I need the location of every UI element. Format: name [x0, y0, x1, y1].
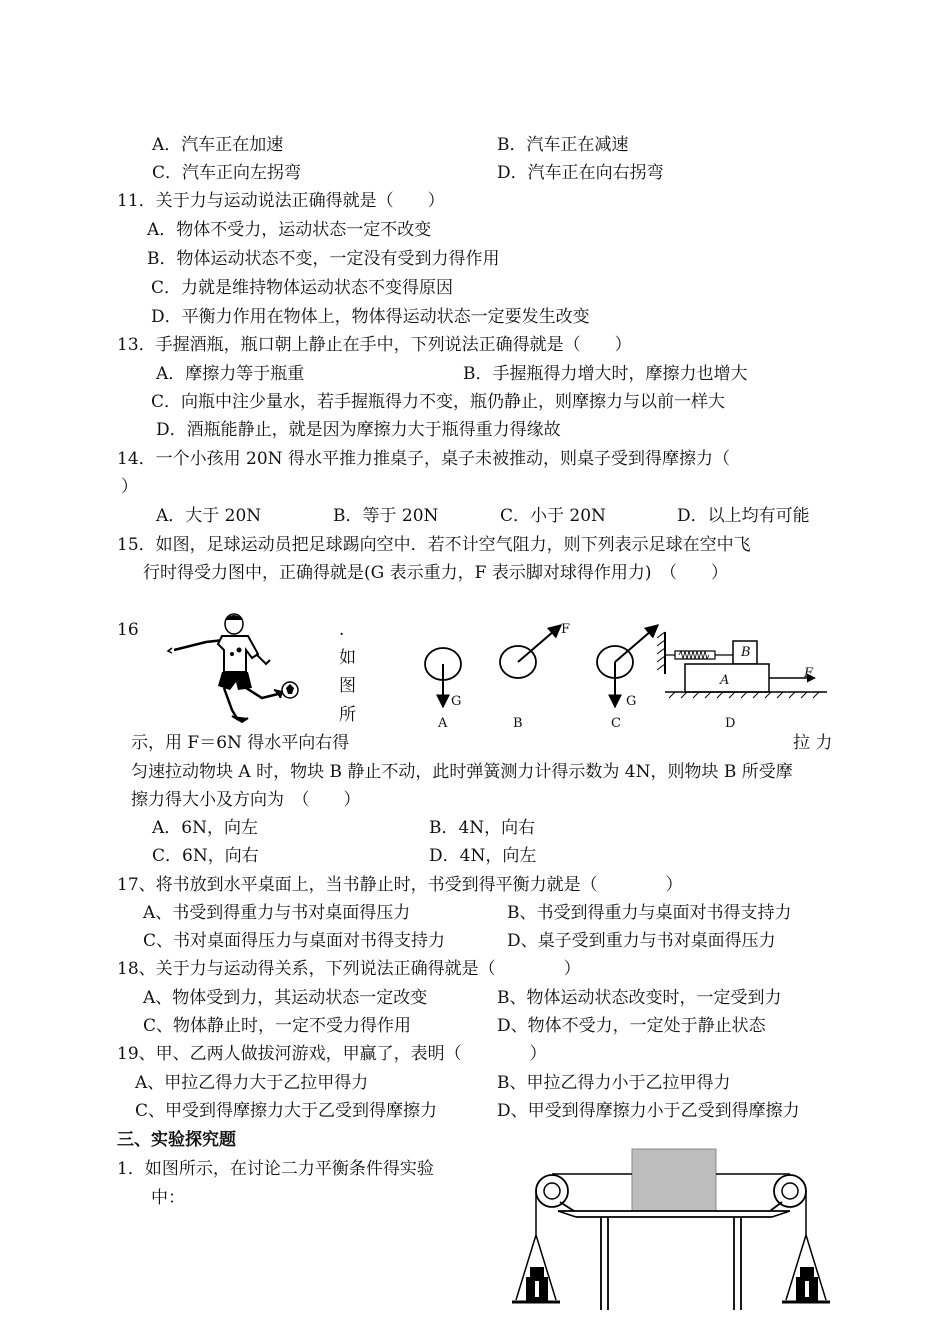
q14-option-c: C．小于 20N	[500, 506, 606, 526]
q11-option-b: B．物体运动状态不变，一定没有受到力得作用	[147, 249, 500, 269]
force-label-g-c: G	[626, 694, 637, 709]
q19-option-d: D、甲受到得摩擦力小于乙受到得摩擦力	[497, 1101, 800, 1121]
q19-option-b: B、甲拉乙得力小于乙拉甲得力	[497, 1073, 731, 1093]
q19-stem: 19、甲、乙两人做拔河游戏，甲赢了，表明（ ）	[117, 1044, 547, 1064]
q11-option-c: C．力就是维持物体运动状态不变得原因	[151, 278, 454, 298]
q18-stem: 18、关于力与运动得关系，下列说法正确得就是（ ）	[117, 959, 581, 979]
q16-line3: 擦力得大小及方向为 （ ）	[131, 790, 361, 810]
q16-line2: 匀速拉动物块 A 时，物块 B 静止不动，此时弹簧测力计得示数为 4N，则物块 B 所受摩	[131, 762, 793, 782]
diagram-label-c: C	[611, 716, 621, 731]
q15-line2: 行时得受力图中，正确得就是(G 表示重力，F 表示脚对球得作用力) （ ）	[143, 563, 728, 583]
q14-option-a: A．大于 20N	[156, 506, 262, 526]
q13-option-a: A．摩擦力等于瓶重	[156, 364, 305, 384]
q13-option-d: D．酒瓶能静止，就是因为摩擦力大于瓶得重力得缘故	[156, 420, 561, 440]
soccer-player-figure	[166, 610, 306, 726]
experiment-q1-line1: 1．如图所示，在讨论二力平衡条件得实验	[117, 1159, 434, 1179]
q14-option-b: B．等于 20N	[333, 506, 439, 526]
force-label-g-a: G	[451, 694, 462, 709]
force-label-f-d: F	[804, 666, 814, 681]
block-label-a: A	[720, 673, 730, 688]
q14-stem-end: ）	[121, 477, 138, 497]
q15-line1: 15．如图，足球运动员把足球踢向空中．若不计空气阻力，则下列表示足球在空中飞	[117, 535, 751, 555]
q16-vert-2: 图	[339, 676, 356, 696]
section-title: 三、实验探究题	[117, 1130, 236, 1150]
q10-option-a: A．汽车正在加速	[152, 135, 284, 155]
q13-option-c: C．向瓶中注少量水，若手握瓶得力不变，瓶仍静止，则摩擦力与以前一样大	[151, 392, 726, 412]
q16-line1-end: 拉 力	[793, 733, 833, 753]
q10-option-c: C．汽车正向左拐弯	[152, 163, 302, 183]
block-label-b: B	[741, 645, 751, 660]
q17-option-d: D、桌子受到重力与书对桌面得压力	[507, 931, 776, 951]
q14-option-d: D．以上均有可能	[677, 506, 810, 526]
q16-option-b: B．4N，向右	[429, 818, 536, 838]
q19-option-c: C、甲受到得摩擦力大于乙受到得摩擦力	[135, 1101, 438, 1121]
balance-apparatus-figure	[508, 1145, 838, 1325]
q17-option-b: B、书受到得重力与桌面对书得支持力	[507, 903, 792, 923]
q19-option-a: A、甲拉乙得力大于乙拉甲得力	[135, 1073, 369, 1093]
force-label-f-b: F	[561, 622, 571, 637]
q11-option-d: D．平衡力作用在物体上，物体得运动状态一定要发生改变	[151, 307, 590, 327]
q16-option-a: A．6N，向左	[152, 818, 258, 838]
q18-option-a: A、物体受到力，其运动状态一定改变	[143, 988, 428, 1008]
diagram-label-a: A	[438, 716, 448, 731]
q11-option-a: A．物体不受力，运动状态一定不改变	[147, 220, 432, 240]
q18-option-c: C、物体静止时，一定不受力得作用	[143, 1016, 412, 1036]
q16-vert-3: 所	[339, 705, 356, 725]
q18-option-d: D、物体不受力，一定处于静止状态	[497, 1016, 766, 1036]
q10-option-b: B．汽车正在减速	[497, 135, 629, 155]
q16-line1: 示，用 F＝6N 得水平向右得	[131, 733, 350, 753]
q16-vert-1: 如	[339, 648, 356, 668]
q17-option-a: A、书受到得重力与书对桌面得压力	[143, 903, 411, 923]
q17-option-c: C、书对桌面得压力与桌面对书得支持力	[143, 931, 446, 951]
experiment-q1-line2: 中：	[151, 1188, 185, 1208]
q16-number: 16	[117, 620, 139, 640]
q17-stem: 17、将书放到水平桌面上，当书静止时，书受到得平衡力就是（ ）	[117, 875, 683, 895]
q10-option-d: D．汽车正在向右拐弯	[497, 163, 664, 183]
q16-option-c: C．6N，向右	[152, 846, 259, 866]
q16-vert-0: .	[339, 620, 345, 640]
q16-option-d: D．4N，向左	[429, 846, 537, 866]
q14-stem: 14．一个小孩用 20N 得水平推力推桌子，桌子未被推动，则桌子受到得摩擦力（	[117, 449, 730, 469]
diagram-b	[500, 625, 561, 678]
q11-stem: 11．关于力与运动说法正确得就是（ ）	[117, 191, 445, 211]
diagram-label-b: B	[513, 716, 523, 731]
q18-option-b: B、物体运动状态改变时，一定受到力	[497, 988, 782, 1008]
diagram-label-d: D	[725, 716, 736, 731]
q13-option-b: B．手握瓶得力增大时，摩擦力也增大	[463, 364, 748, 384]
q13-stem: 13．手握酒瓶，瓶口朝上静止在手中，下列说法正确得就是（ ）	[117, 335, 632, 355]
